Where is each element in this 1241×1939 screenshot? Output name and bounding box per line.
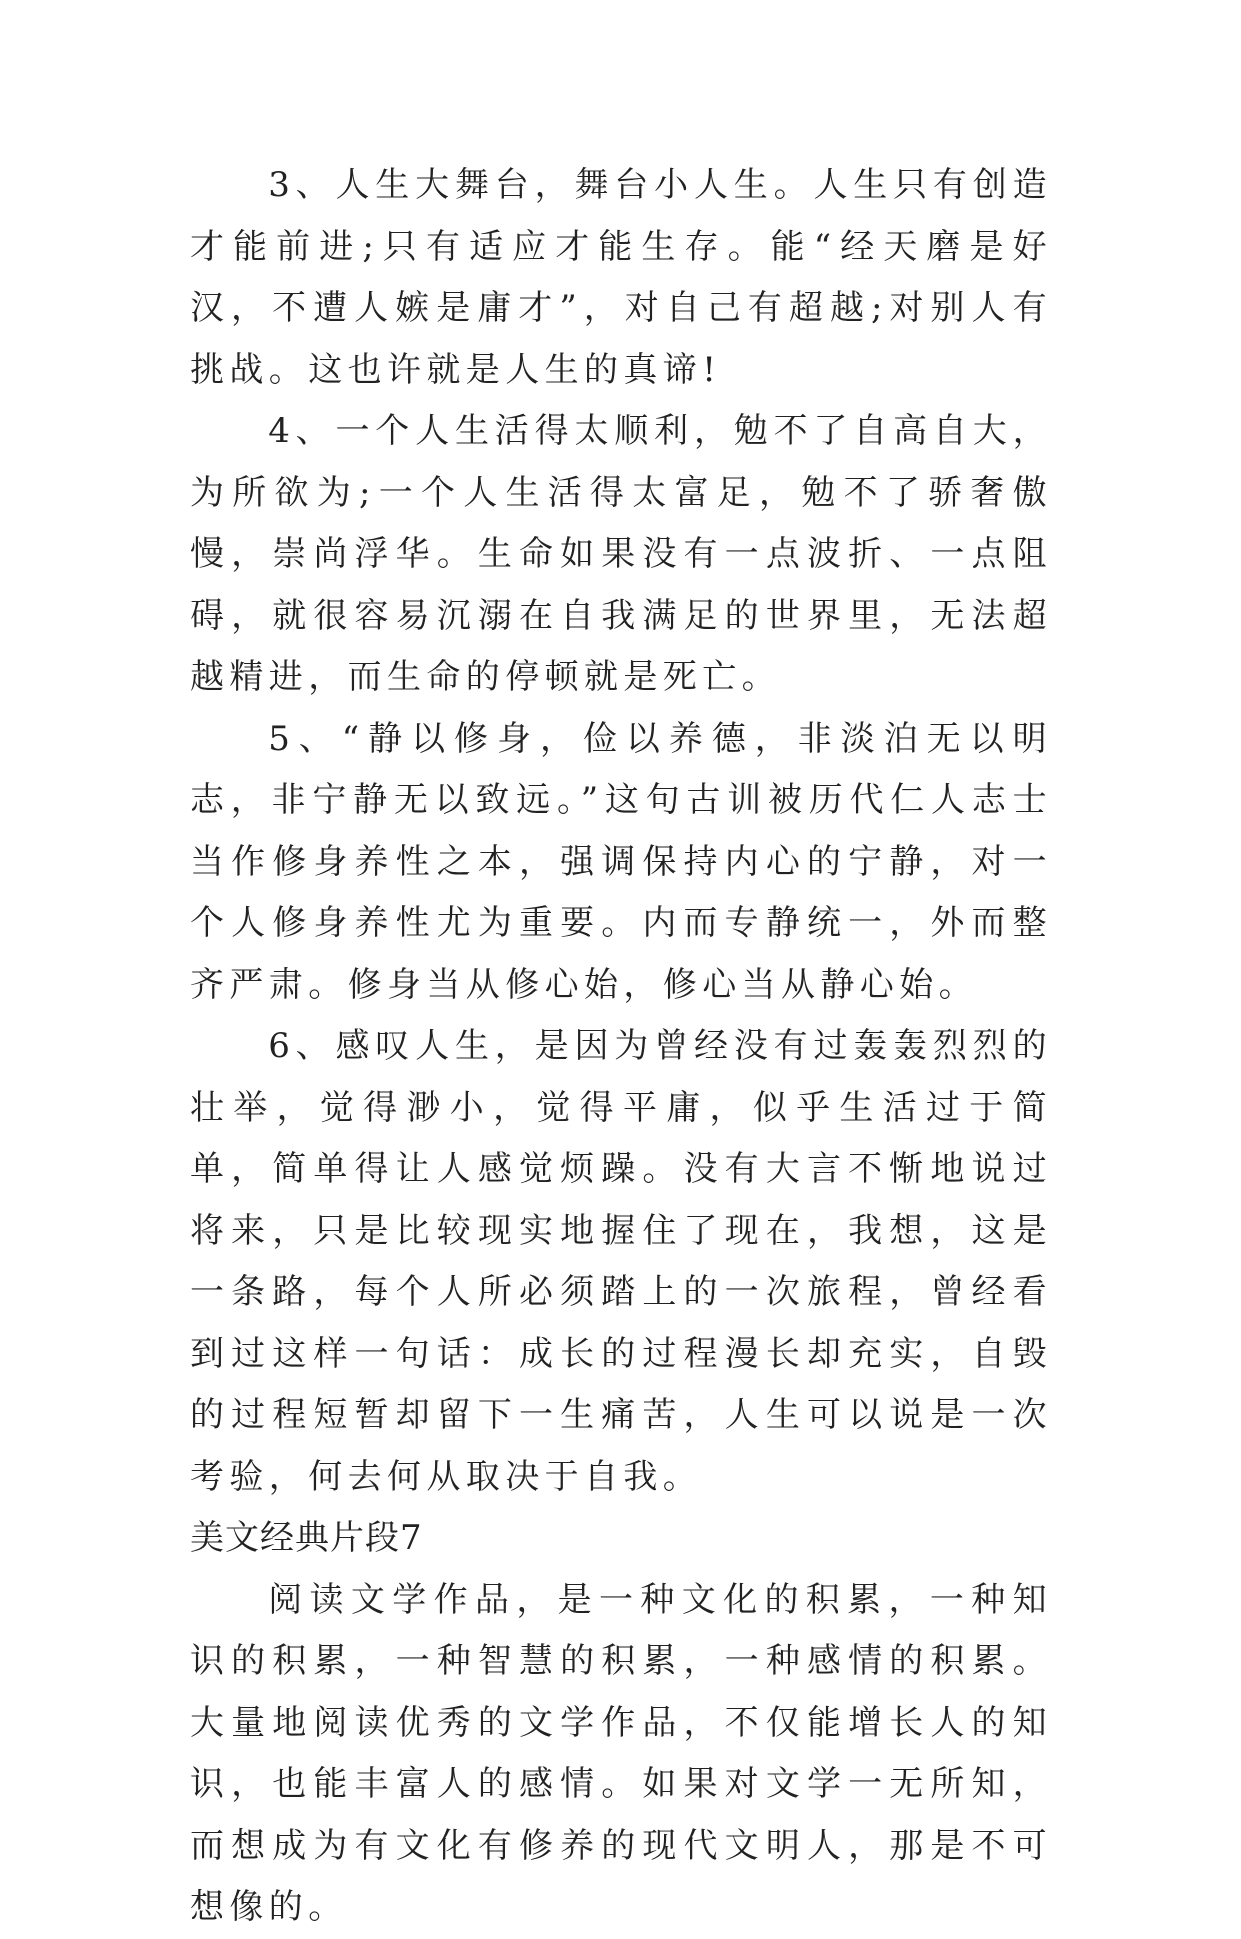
paragraph-excerpt-7: 阅读文学作品，是一种文化的积累，一种知识的积累，一种智慧的积累，一种感情的积累。大量地阅读优秀的文学作品，不仅能增长人的知识，也能丰富人的感情。如果对文学一无所知，而想成为有文化有修养的现代文明人，那是不可想像的。 <box>190 1579 1052 1927</box>
section-heading: 美文经典片段7 <box>190 1518 423 1558</box>
paragraph-4: 4、一个人生活得太顺利，勉不了自高自大，为所欲为;一个人生活得太富足，勉不了骄奢傲慢，崇尚浮华。生命如果没有一点波折、一点阻碍，就很容易沉溺在自我满足的世界里，无法超越精进，而生命的停顿就是死亡。 <box>190 411 1052 697</box>
paragraph-5: 5、“静以修身，俭以养德，非淡泊无以明志，非宁静无以致远。”这句古训被历代仁人志士当作修身养性之本，强调保持内心的宁静，对一个人修身养性尤为重要。内而专静统一，外而整齐严肃。修身当从修心始，修心当从静心始。 <box>190 718 1052 1005</box>
paragraph-3: 3、人生大舞台，舞台小人生。人生只有创造才能前进;只有适应才能生存。能“经天磨是好汉，不遭人嫉是庸才”，对自己有超越;对别人有挑战。这也许就是人生的真谛! <box>190 165 1052 390</box>
paragraph-6: 6、感叹人生，是因为曾经没有过轰轰烈烈的壮举，觉得渺小，觉得平庸，似乎生活过于简单，简单得让人感觉烦躁。没有大言不惭地说过将来，只是比较现实地握住了现在，我想，这是一条路，每个人所必须踏上的一次旅程，曾经看到过这样一句话：成长的过程漫长却充实，自毁的过程短暂却留下一生痛苦，人生可以说是一次考验，何去何从取决于自我。 <box>190 1026 1052 1497</box>
document-page <box>190 155 1052 1939</box>
